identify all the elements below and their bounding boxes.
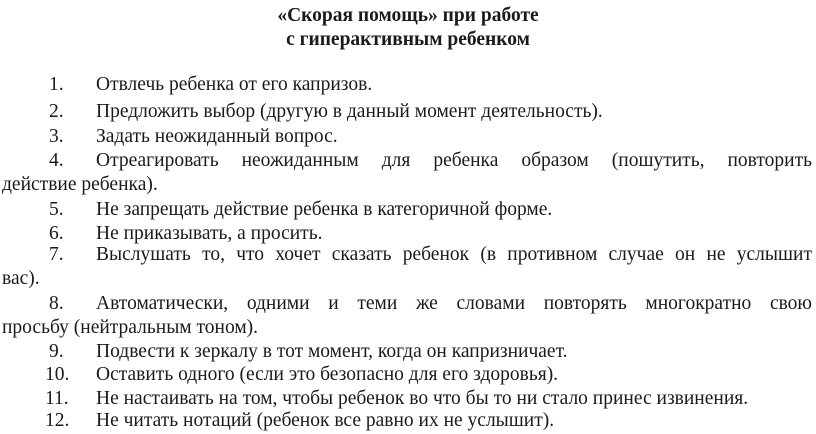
- list-item-line-1: [2, 292, 812, 316]
- list-item-number: 10.: [45, 364, 70, 385]
- list-item-text: Не настаивать на том, чтобы ребенок во что бы то ни стало принес извинения.: [96, 388, 749, 409]
- list-item-9: [2, 340, 812, 364]
- list-item-line-1: [2, 149, 812, 173]
- document-title-line-1: «Скорая помощь» при работе: [277, 5, 539, 26]
- list-item-text: Выслушать то, что хочет сказать ребенок (в противном случае он не услышит: [96, 244, 812, 265]
- list-item-text: Не приказывать, а просить.: [96, 223, 323, 244]
- list-item-number: 8.: [49, 293, 64, 314]
- list-item-continuation: действие ребенка).: [2, 174, 158, 195]
- list-item-number: 3.: [49, 126, 64, 147]
- list-item-text: Предложить выбор (другую в данный момент деятельность).: [96, 101, 603, 122]
- list-item-number: 7.: [49, 244, 64, 265]
- list-item-5: [2, 198, 812, 222]
- list-item-text: Задать неожиданный вопрос.: [96, 126, 338, 147]
- list-item-number: 5.: [49, 199, 64, 220]
- list-item-number: 2.: [49, 101, 64, 122]
- list-item-text: Отреагировать неожиданным для ребенка образом (пошутить, повторить: [96, 150, 812, 171]
- document-title-line-2: с гиперактивным ребенком: [286, 29, 530, 50]
- list-item-2: [2, 100, 812, 124]
- list-item-continuation: просьбу (нейтральным тоном).: [2, 317, 259, 338]
- list-item-number: 9.: [49, 341, 64, 362]
- list-item-1: [2, 73, 812, 97]
- list-item-12: [2, 409, 812, 433]
- list-item-line-1: [2, 243, 812, 267]
- list-item-3: [2, 125, 812, 149]
- list-item-number: 1.: [49, 74, 64, 95]
- list-item-8: [2, 292, 812, 340]
- list-item-text: Не читать нотаций (ребенок все равно их не услышит).: [96, 410, 555, 431]
- list-item-continuation: вас).: [2, 268, 40, 289]
- list-item-7: [2, 243, 812, 291]
- list-item-number: 11.: [45, 388, 69, 409]
- list-item-text: Подвести к зеркалу в тот момент, когда он капризничает.: [96, 341, 568, 362]
- list-item-11: [2, 387, 812, 411]
- list-item-text: Автоматически, одними и теми же словами повторять многократно свою: [96, 293, 812, 314]
- list-item-4: [2, 149, 812, 197]
- list-item-10: [2, 363, 812, 387]
- list-item-number: 4.: [49, 150, 64, 171]
- list-item-text: Оставить одного (если это безопасно для его здоровья).: [96, 364, 559, 385]
- list-item-text: Отвлечь ребенка от его капризов.: [96, 74, 373, 95]
- list-item-number: 12.: [45, 410, 70, 431]
- list-item-number: 6.: [49, 223, 64, 244]
- list-item-text: Не запрещать действие ребенка в категоричной форме.: [96, 199, 553, 220]
